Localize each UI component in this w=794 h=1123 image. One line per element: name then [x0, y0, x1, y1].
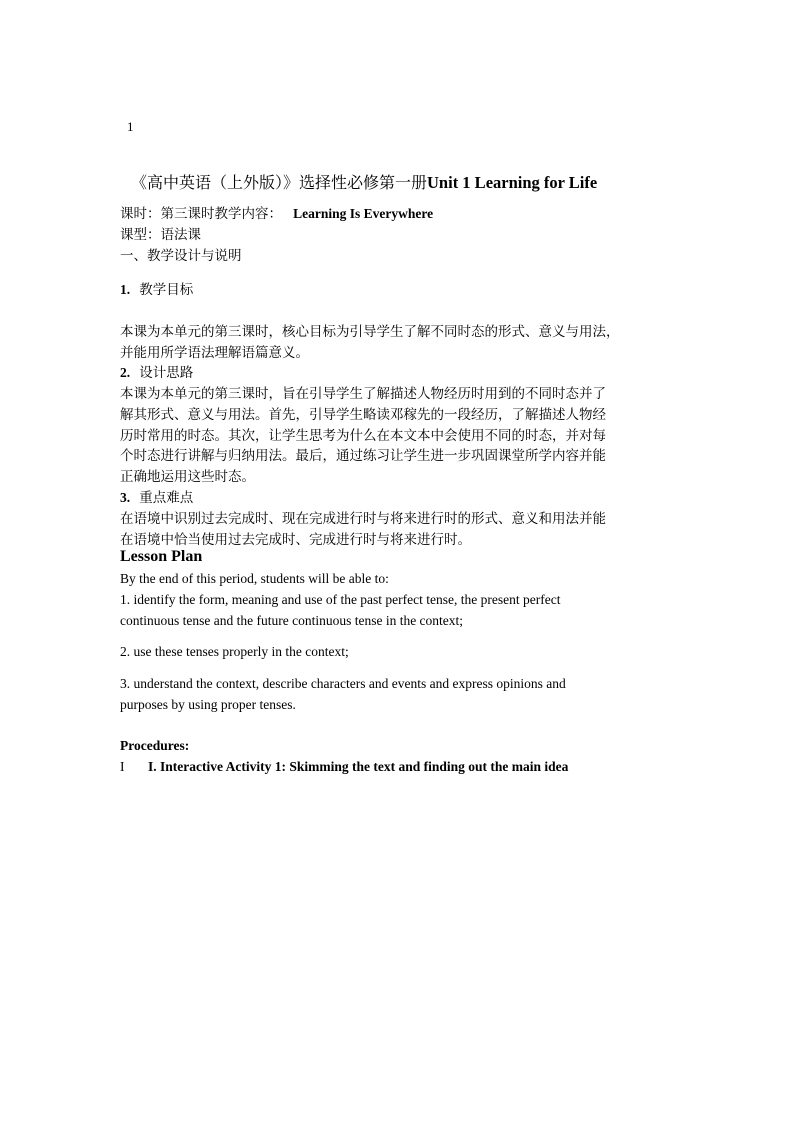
- objective-line: 2. use these tenses properly in the context;: [120, 644, 349, 659]
- objective-line: purposes by using proper tenses.: [120, 697, 296, 712]
- design-line: 历时常用的时态。其次，让学生思考为什么在本文本中会使用不同的时态，并对每: [120, 428, 606, 444]
- section-heading: 一、教学设计与说明: [120, 248, 242, 264]
- keypoints-line: 在语境中识别过去完成时、现在完成进行时与将来进行时的形式、意义和用法并能: [120, 511, 606, 527]
- keypoints-line: 在语境中恰当使用过去完成时、完成进行时与将来进行时。: [120, 532, 471, 548]
- design-number: 2.: [120, 365, 131, 380]
- goals-number: 1.: [120, 282, 131, 297]
- lesson-info: [120, 202, 433, 222]
- lesson-plan-heading: Lesson Plan: [120, 548, 203, 565]
- document-title: [131, 170, 597, 193]
- goals-line: 本课为本单元的第三课时，核心目标为引导学生了解不同时态的形式、意义与用法，: [120, 324, 620, 340]
- design-line: 解其形式、意义与用法。首先，引导学生略读邓稼先的一段经历，了解描述人物经: [120, 407, 606, 423]
- design-line: 正确地运用这些时态。: [120, 469, 255, 485]
- objective-line: 3. understand the context, describe characters and events and express opinions and: [120, 676, 566, 691]
- lesson-info-label: 课时：第三课时教学内容：: [120, 206, 282, 222]
- procedures-heading: Procedures:: [120, 738, 190, 753]
- title-chinese: 《高中英语（上外版）》选择性必修第一册: [131, 173, 428, 192]
- goals-label: 教学目标: [139, 282, 194, 298]
- design-label: 设计思路: [139, 365, 194, 381]
- design-heading: [120, 361, 193, 381]
- objective-line: continuous tense and the future continuous tense in the context;: [120, 613, 464, 628]
- lesson-type: 课型：语法课: [120, 227, 201, 243]
- goals-heading: [120, 278, 193, 298]
- lesson-info-topic: Learning Is Everywhere: [293, 206, 434, 221]
- page-number: 1: [127, 119, 134, 134]
- activity-title: I. Interactive Activity 1: Skimming the text and finding out the main idea: [148, 759, 569, 774]
- title-english: Unit 1 Learning for Life: [427, 173, 598, 192]
- keypoints-number: 3.: [120, 490, 131, 505]
- lesson-plan-intro: By the end of this period, students will be able to:: [120, 571, 389, 586]
- procedure-marker: I: [120, 759, 125, 774]
- design-line: 本课为本单元的第三课时，旨在引导学生了解描述人物经历时用到的不同时态并了: [120, 386, 606, 402]
- keypoints-label: 重点难点: [139, 490, 194, 506]
- design-line: 个时态进行讲解与归纳用法。最后，通过练习让学生进一步巩固课堂所学内容并能: [120, 448, 606, 464]
- goals-line: 并能用所学语法理解语篇意义。: [120, 345, 309, 361]
- objective-line: 1. identify the form, meaning and use of the past perfect tense, the present perfect: [120, 592, 561, 607]
- keypoints-heading: [120, 486, 193, 506]
